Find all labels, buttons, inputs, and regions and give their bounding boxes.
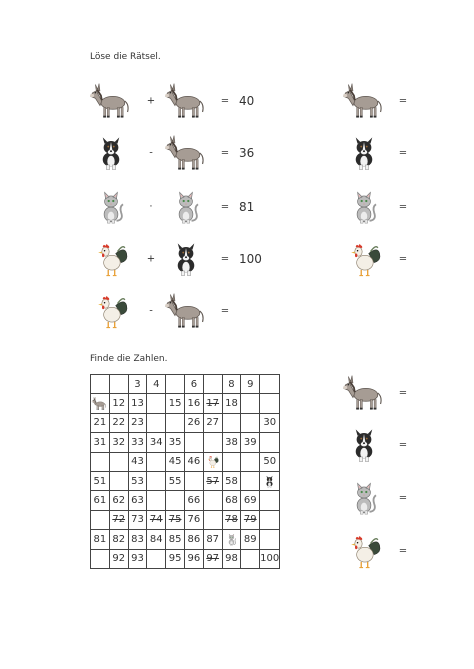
grid-cell bbox=[241, 452, 260, 471]
operator: + bbox=[146, 253, 156, 265]
grid-row bbox=[91, 549, 280, 568]
equals-sign: = bbox=[398, 95, 408, 107]
dog-icon bbox=[163, 240, 209, 278]
grid-cell bbox=[260, 510, 280, 529]
grid-cell: 35 bbox=[166, 433, 185, 452]
equals-sign: = bbox=[220, 305, 230, 317]
cat-icon bbox=[88, 188, 134, 226]
grid-cell: 62 bbox=[109, 491, 128, 510]
grid-cell bbox=[241, 413, 260, 432]
grid-cell: 75 bbox=[166, 510, 185, 529]
grid-cell bbox=[260, 375, 280, 394]
equals-sign: = bbox=[398, 387, 408, 399]
grid-cell bbox=[147, 413, 166, 432]
grid-cell: 61 bbox=[91, 491, 110, 510]
dog-icon bbox=[341, 134, 387, 172]
grid-row bbox=[91, 433, 280, 452]
equals-sign: = bbox=[220, 147, 230, 159]
grid-cell bbox=[166, 375, 185, 394]
grid-cell: 82 bbox=[109, 530, 128, 549]
grid-cell: 63 bbox=[128, 491, 147, 510]
grid-cell: 68 bbox=[222, 491, 241, 510]
grid-cell: 18 bbox=[222, 394, 241, 413]
grid-cell: 79 bbox=[241, 510, 260, 529]
equals-sign: = bbox=[398, 439, 408, 451]
grid-cell: 85 bbox=[166, 530, 185, 549]
equals-sign: = bbox=[220, 253, 230, 265]
grid-cell: 38 bbox=[222, 433, 241, 452]
grid-cell bbox=[260, 433, 280, 452]
grid-cell bbox=[109, 375, 128, 394]
grid-cell: 12 bbox=[109, 394, 128, 413]
donkey-icon bbox=[163, 134, 209, 172]
grid-cell: 98 bbox=[222, 549, 241, 568]
dog-icon bbox=[341, 426, 387, 464]
donkey-icon bbox=[341, 82, 387, 120]
grid-cell: 39 bbox=[241, 433, 260, 452]
rooster-icon bbox=[341, 240, 387, 278]
puzzle-heading: Löse die Rätsel. bbox=[90, 52, 161, 62]
grid-cell: 3 bbox=[128, 375, 147, 394]
grid-cell: 13 bbox=[128, 394, 147, 413]
grid-cell: 22 bbox=[109, 413, 128, 432]
grid-cell: 97 bbox=[203, 549, 222, 568]
grid-cell: 31 bbox=[91, 433, 110, 452]
grid-cell: 51 bbox=[91, 471, 110, 490]
grid-cell: 86 bbox=[184, 530, 203, 549]
equals-sign: = bbox=[220, 95, 230, 107]
grid-cell bbox=[147, 452, 166, 471]
operator: · bbox=[149, 201, 153, 213]
grid-cell bbox=[91, 452, 110, 471]
grid-row bbox=[91, 530, 280, 549]
equals-sign: = bbox=[220, 201, 230, 213]
grid-cell: 27 bbox=[203, 413, 222, 432]
grid-cell bbox=[260, 530, 280, 549]
grid-cell: 83 bbox=[128, 530, 147, 549]
grid-cell: 50 bbox=[260, 452, 280, 471]
grid-cell bbox=[91, 375, 110, 394]
grid-cell: 100 bbox=[260, 549, 280, 568]
grid-cell bbox=[203, 510, 222, 529]
cat-icon bbox=[163, 188, 209, 226]
grid-cell: 34 bbox=[147, 433, 166, 452]
grid-cell: 74 bbox=[147, 510, 166, 529]
grid-cell: 43 bbox=[128, 452, 147, 471]
donkey-icon bbox=[163, 292, 209, 330]
grid-cell bbox=[147, 394, 166, 413]
grid-row bbox=[91, 394, 280, 413]
grid-cell bbox=[147, 471, 166, 490]
rooster-icon bbox=[88, 292, 134, 330]
result-value: 100 bbox=[239, 252, 262, 266]
operator: - bbox=[149, 147, 153, 159]
grid-cell: 81 bbox=[91, 530, 110, 549]
grid-row bbox=[91, 491, 280, 510]
grid-cell: 57 bbox=[203, 471, 222, 490]
grid-cell bbox=[147, 549, 166, 568]
grid-cell bbox=[222, 413, 241, 432]
grid-cell bbox=[260, 394, 280, 413]
grid-cell: 32 bbox=[109, 433, 128, 452]
cat-icon bbox=[341, 188, 387, 226]
result-value: 40 bbox=[239, 94, 255, 108]
grid-cell bbox=[203, 433, 222, 452]
dog-icon bbox=[88, 134, 134, 172]
grid-cell bbox=[109, 471, 128, 490]
grid-cell: 26 bbox=[184, 413, 203, 432]
grid-cell: 16 bbox=[184, 394, 203, 413]
grid-cell bbox=[109, 452, 128, 471]
grid-cell: 72 bbox=[109, 510, 128, 529]
grid-row bbox=[91, 413, 280, 432]
grid-cell: 15 bbox=[166, 394, 185, 413]
grid-cell: 53 bbox=[128, 471, 147, 490]
grid-cell: 55 bbox=[166, 471, 185, 490]
equals-sign: = bbox=[398, 253, 408, 265]
grid-cell: 58 bbox=[222, 471, 241, 490]
equals-sign: = bbox=[398, 147, 408, 159]
equals-sign: = bbox=[398, 201, 408, 213]
grid-cell bbox=[203, 375, 222, 394]
grid-row bbox=[91, 471, 280, 490]
grid-row bbox=[91, 510, 280, 529]
equals-sign: = bbox=[398, 545, 408, 557]
grid-cell bbox=[241, 549, 260, 568]
grid-cell: 21 bbox=[91, 413, 110, 432]
grid-cell: 30 bbox=[260, 413, 280, 432]
donkey-icon bbox=[88, 82, 134, 120]
dog-icon bbox=[260, 471, 280, 490]
rooster-icon bbox=[88, 240, 134, 278]
grid-row bbox=[91, 452, 280, 471]
grid-cell bbox=[184, 471, 203, 490]
donkey-icon bbox=[341, 374, 387, 412]
grid-cell: 73 bbox=[128, 510, 147, 529]
equals-sign: = bbox=[398, 492, 408, 504]
grid-cell: 89 bbox=[241, 530, 260, 549]
grid-cell: 69 bbox=[241, 491, 260, 510]
grid-cell: 17 bbox=[203, 394, 222, 413]
grid-cell: 93 bbox=[128, 549, 147, 568]
grid-cell: 33 bbox=[128, 433, 147, 452]
grid-cell: 4 bbox=[147, 375, 166, 394]
grid-cell bbox=[166, 413, 185, 432]
grid-cell bbox=[203, 491, 222, 510]
grid-cell: 6 bbox=[184, 375, 203, 394]
grid-cell: 96 bbox=[184, 549, 203, 568]
grid-row bbox=[91, 375, 280, 394]
grid-cell bbox=[147, 491, 166, 510]
grid-cell bbox=[166, 491, 185, 510]
grid-cell bbox=[260, 491, 280, 510]
result-value: 36 bbox=[239, 146, 255, 160]
donkey-icon bbox=[91, 394, 110, 413]
grid-cell: 46 bbox=[184, 452, 203, 471]
cat-icon bbox=[222, 530, 241, 549]
grid-cell bbox=[222, 452, 241, 471]
grid-cell bbox=[91, 549, 110, 568]
hundred-grid bbox=[90, 374, 280, 569]
grid-cell bbox=[241, 471, 260, 490]
grid-cell: 95 bbox=[166, 549, 185, 568]
operator: + bbox=[146, 95, 156, 107]
grid-cell: 84 bbox=[147, 530, 166, 549]
grid-cell: 8 bbox=[222, 375, 241, 394]
grid-cell: 9 bbox=[241, 375, 260, 394]
grid-cell: 87 bbox=[203, 530, 222, 549]
grid-cell bbox=[241, 394, 260, 413]
grid-cell: 92 bbox=[109, 549, 128, 568]
grid-heading: Finde die Zahlen. bbox=[90, 354, 168, 364]
grid-cell: 76 bbox=[184, 510, 203, 529]
grid-cell: 45 bbox=[166, 452, 185, 471]
grid-cell: 23 bbox=[128, 413, 147, 432]
grid-cell bbox=[91, 510, 110, 529]
operator: - bbox=[149, 305, 153, 317]
donkey-icon bbox=[163, 82, 209, 120]
grid-cell: 66 bbox=[184, 491, 203, 510]
result-value: 81 bbox=[239, 200, 255, 214]
cat-icon bbox=[341, 479, 387, 517]
rooster-icon bbox=[203, 452, 222, 471]
rooster-icon bbox=[341, 532, 387, 570]
grid-cell: 78 bbox=[222, 510, 241, 529]
grid-cell bbox=[184, 433, 203, 452]
